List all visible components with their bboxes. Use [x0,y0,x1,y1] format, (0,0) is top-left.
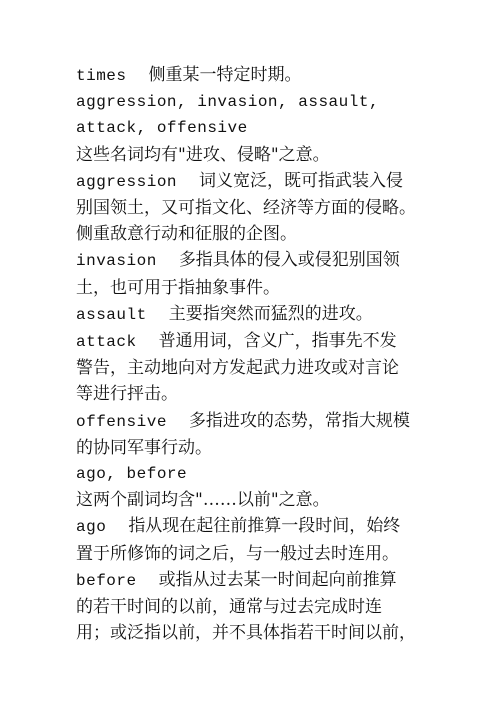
text-line [76,408,436,435]
text-line [76,355,436,381]
line-text: 的若干时间的以前，通常与过去完成时连 [76,597,382,618]
text-line [76,620,436,646]
text-line [76,275,436,301]
text-line [76,594,436,620]
line-text: 别国领土，又可指文化、经济等方面的侵略。 [76,198,416,219]
line-text: 词义宽泛，既可指武装入侵 [199,170,404,191]
document-body [76,62,436,646]
text-line [76,89,436,115]
line-text: 普通用词，含义广，指事先不发 [158,331,397,352]
line-text: 等进行抨击。 [76,384,178,405]
text-line [76,435,436,461]
text-line [76,541,436,567]
line-text: attack, offensive [76,119,248,138]
line-text: aggression, invasion, assault, [76,93,380,112]
line-text: 侧重某一特定时期。 [148,65,302,85]
text-line [76,461,436,487]
term-word: invasion [76,252,157,271]
text-line [76,567,436,594]
line-text: 指从现在起往前推算一段时间，始终 [128,516,401,537]
text-line [76,487,436,513]
text-line [76,115,436,141]
text-line [76,381,436,407]
line-text: 警告，主动地向对方发起武力进攻或对言论 [76,358,399,379]
line-text: 多指进攻的态势，常指大规模 [188,410,410,431]
term-word: times [76,67,127,85]
term-word: aggression [76,172,178,191]
text-line [76,328,436,355]
line-text: 用；或泛指以前，并不具体指若干时间以前， [76,623,416,644]
line-text: 土，也可用于指抽象事件。 [76,277,280,298]
term-word: assault [76,305,147,324]
text-line [76,62,436,89]
term-word: offensive [76,412,167,431]
text-line [76,247,436,274]
line-text: 或指从过去某一时间起向前推算 [158,569,397,590]
term-word: attack [76,333,137,352]
line-text: 的协同军事行动。 [76,437,212,458]
text-line [76,195,436,221]
text-line [76,168,436,195]
term-word: before [76,571,137,590]
line-text: 侧重敌意行动和征服的企图。 [76,224,297,245]
line-text: 多指具体的侵入或侵犯别国领 [178,250,400,271]
text-line [76,221,436,247]
line-text: 主要指突然而猛烈的进攻。 [168,303,373,324]
line-text: 置于所修饰的词之后，与一般过去时连用。 [76,543,399,564]
text-line [76,301,436,328]
text-line [76,142,436,168]
term-word: ago [76,518,107,537]
line-text: 这些名词均有"进攻、侵略"之意。 [76,144,330,165]
line-text: 这两个副词均含"……以前"之意。 [76,490,330,511]
line-text: ago, before [76,465,188,484]
text-line [76,513,436,540]
